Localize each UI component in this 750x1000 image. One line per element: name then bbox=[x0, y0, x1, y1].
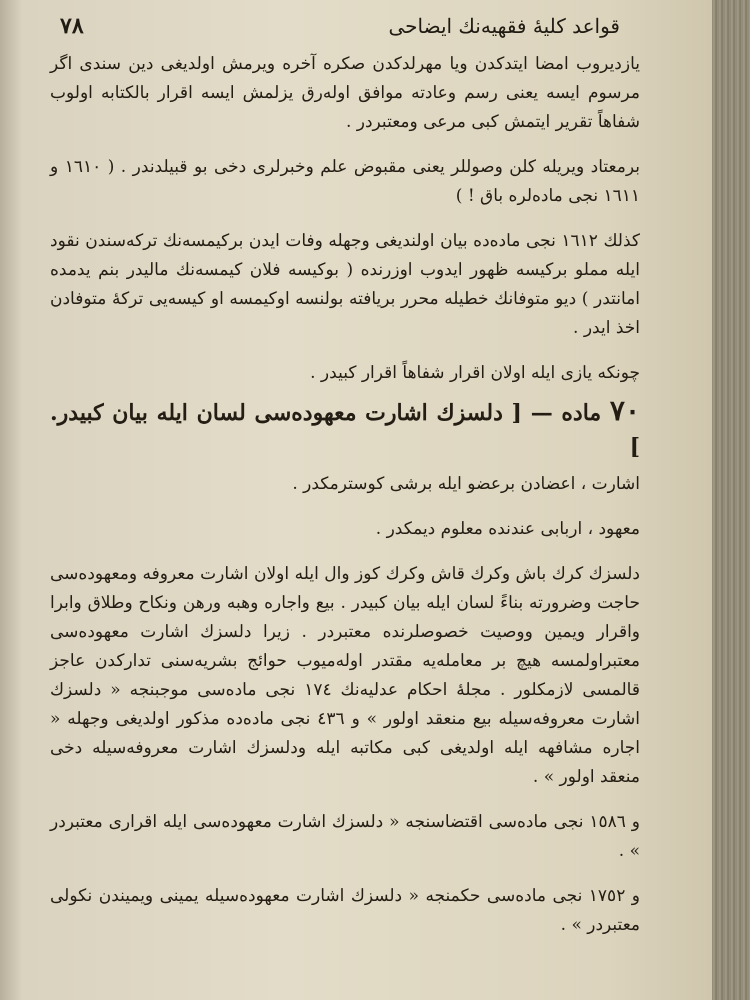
paragraph-9: و ١٧٥٢ نجى ماده‌سى حكمنجه « دلسزك اشارت معهوده‌سيله يمينى ويميندن نكولى معتبردر » . bbox=[50, 886, 640, 935]
definition-isharet: اشارت ، اعضادن برعضو ايله برشى كوسترمكدر . bbox=[292, 474, 640, 494]
paragraph-4: چونكه يازى ايله اولان اقرار شفاهاً اقرار كبيدر . bbox=[310, 363, 640, 383]
article-heading bbox=[50, 394, 640, 464]
paragraph-3: كذلك ١٦١٢ نجى ماده‌ده بيان اولنديغى وجهله وفات ايدن بركيمسه‌نك تركه‌سندن نقود ايله مملو بركيسه ظهور ايدوب اوزرنده ( بوكيسه فلان كيمسه‌نك ماليدر بنم يدمده امانتدر ) ديو متوفانك خطيله محرر بريافته بولنسه اوكيمسه او كيسه‌يى تركهٔ متوفادن اخذ ايدر . bbox=[50, 231, 640, 338]
page-body bbox=[50, 50, 640, 940]
definition-mahud: معهود ، اربابى عندنده معلوم ديمكدر . bbox=[375, 519, 640, 539]
running-title: قواعد كليهٔ فقهيه‌نك ايضاحى bbox=[388, 14, 620, 38]
article-label: ماده — bbox=[530, 400, 602, 426]
page-header bbox=[60, 6, 620, 46]
book-page-edges bbox=[712, 0, 750, 1000]
gutter-shadow bbox=[0, 0, 22, 1000]
page-number: ٧٨ bbox=[60, 13, 84, 39]
paragraph-7: دلسزك كرك باش وكرك قاش وكرك كوز وال ايله اولان اشارت معروفه ومعهوده‌سى حاجت وضرورته بناءً لسان ايله بيان كبيدر . بيع واجاره وهبه ورهن ونكاح وطلاق وابرا واقرار ويمين ووصيت خصوصلرنده معتبردر . زيرا دلسزك اشارت معهوده‌سى معتبراولمسه هيچ بر معامله‌يه مقتدر اوله‌ميوب حوائج بشريه‌سنى تداركدن عاجز قالمسى لازمكلور . مجلهٔ احكام عدليه‌نك ١٧٤ نجى ماده‌سى موجبنجه « دلسزك اشارت معروفه‌سيله بيع منعقد اولور » و ٤٣٦ نجى ماده‌ده مذكور اولديغى وجهله « اجاره مشافهه ايله اولديغى كبى مكاتبه ايله ودلسزك اشارت معروفه‌سيله دخى منعقد اولور » . bbox=[50, 564, 640, 787]
paragraph-1: يازديروب امضا ايتدكدن ويا مهرلدكدن صكره آخره ويرمش اولديغى دين سندى اگر مرسوم ايسه يعنى رسم وعادته موافق اوله‌رق يزلمش ايسه اقرار بالكتابه اولوب شفاهاً تقرير ايتمش كبى مرعى ومعتبردر . bbox=[50, 54, 640, 132]
paragraph-2: برمعتاد ويريله كلن وصوللر يعنى مقبوض علم وخبرلرى دخى بو قبيلدندر . ( ١٦١٠ و ١٦١١ نجى ماده‌لره باق ! ) bbox=[50, 157, 640, 206]
article-number: ٧٠ bbox=[609, 394, 640, 427]
article-text: [ دلسزك اشارت معهوده‌سى لسان ايله بيان كبيدر. ] bbox=[50, 400, 640, 460]
paragraph-8: و ١٥٨٦ نجى ماده‌سى اقتضاسنجه « دلسزك اشارت معهوده‌سى ايله اقرارى معتبردر » . bbox=[50, 812, 640, 861]
